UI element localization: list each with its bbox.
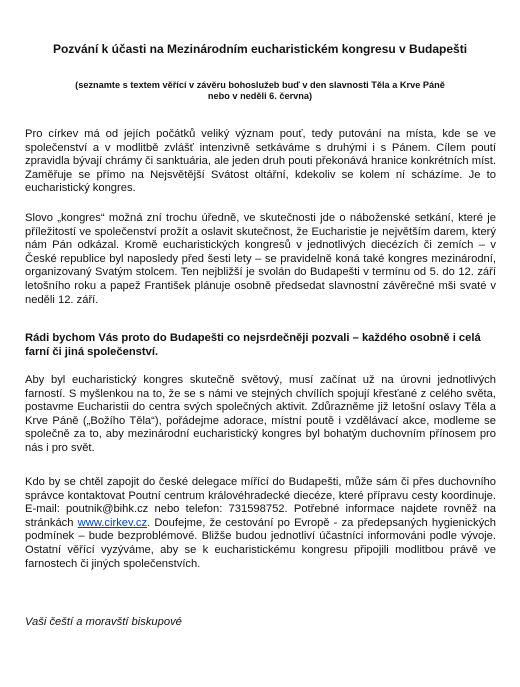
subtitle-line-2: nebo v neděli 6. června) bbox=[207, 91, 313, 101]
paragraph-invitation: Rádi bychom Vás proto do Budapešti co nejsrdečněji pozvali – každého osobně i celá farní či jiná společenství. bbox=[25, 332, 481, 358]
paragraph-2: Slovo „kongres“ možná zní trochu úředně, ve skutečnosti jde o náboženské setkání, které je příležitostí ve společenství prožít a oslavit skutečnost, že Eucharistie je největším darem, který nám Pán odkázal. Kromě eucharistických kongresů v jednotlivých diecézích či zemích – v České republice byl naposledy před šesti lety – se pravidelně koná také kongres mezinárodní, organizovaný Svatým stolcem. Ten nejbližší je svolán do Budapešti v termínu od 5. do 12. září letošního roku a papež František plánuje osobně předsedat slavnostní závěrečné mši svaté v neděli 12. září. bbox=[25, 212, 496, 306]
paragraph-5-text-end: . Doufejme, že cestování po Evropě - za předepsaných hygienických podmínek – bude bezproblémové. Bližše budou jednotliví účastníci informováni podle vývoje. Ostatní věřící vyzýváme, aby se k eucharistickému kongresu připojili modlitbou právě ve farnostech či jiných společenstvích. bbox=[25, 516, 496, 570]
paragraph-1: Pro církev má od jejích počátků veliký význam pouť, tedy putování na místa, kde se ve společenství a v modlitbě zvlášť intenzivně setkáváme s druhými i s Pánem. Cílem poutí zpravidla bývají chrámy či sanktuária, ale jeden druh pouti překonává hranice konkrétních míst. Zaměřuje se přímo na Nejsvětější Svátost oltářní, kdekoliv se kolem ní scházíme. Je to eucharistický kongres. bbox=[25, 128, 496, 195]
signature: Vaši čeští a moravští biskupové bbox=[25, 616, 182, 628]
subtitle-line-1: (seznamte s textem věřící v závěru bohoslužeb buď v den slavnosti Těla a Krve Páně bbox=[75, 80, 445, 90]
paragraph-4: Aby byl eucharistický kongres skutečně světový, musí začínat už na úrovni jednotlivých farností. S myšlenkou na to, že se s námi ve stejných chvílích spojují křesťané z celého světa, postavme Eucharistii do centra svých společných aktivit. Zdůrazněme již letošní oslavy Těla a Krve Páně („Božího Těla“), pořádejme adorace, místní poutě i vzdělávací akce, modleme se společně za to, aby mezinárodní eucharistický kongres byl bohatým duchovním přínosem pro nás i pro svět. bbox=[25, 374, 496, 454]
paragraph-5 bbox=[25, 476, 496, 571]
document-title: Pozvání k účasti na Mezinárodním eucharistickém kongresu v Budapešti bbox=[52, 42, 468, 56]
paragraph-5-text: Kdo by se chtěl zapojit do české delegace mířící do Budapešti, může sám či přes duchovního správce kontaktovat Poutní centrum královéhradecké diecéze, které přípravu cesty koordinuje. E-mail: poutnik@bihk.cz nebo telefon: 731598752. Potřebné informace najdete rovněž na stránkách bbox=[25, 476, 496, 529]
document-subtitle bbox=[60, 80, 460, 102]
cirkev-link[interactable]: www.cirkev.cz bbox=[77, 516, 148, 529]
